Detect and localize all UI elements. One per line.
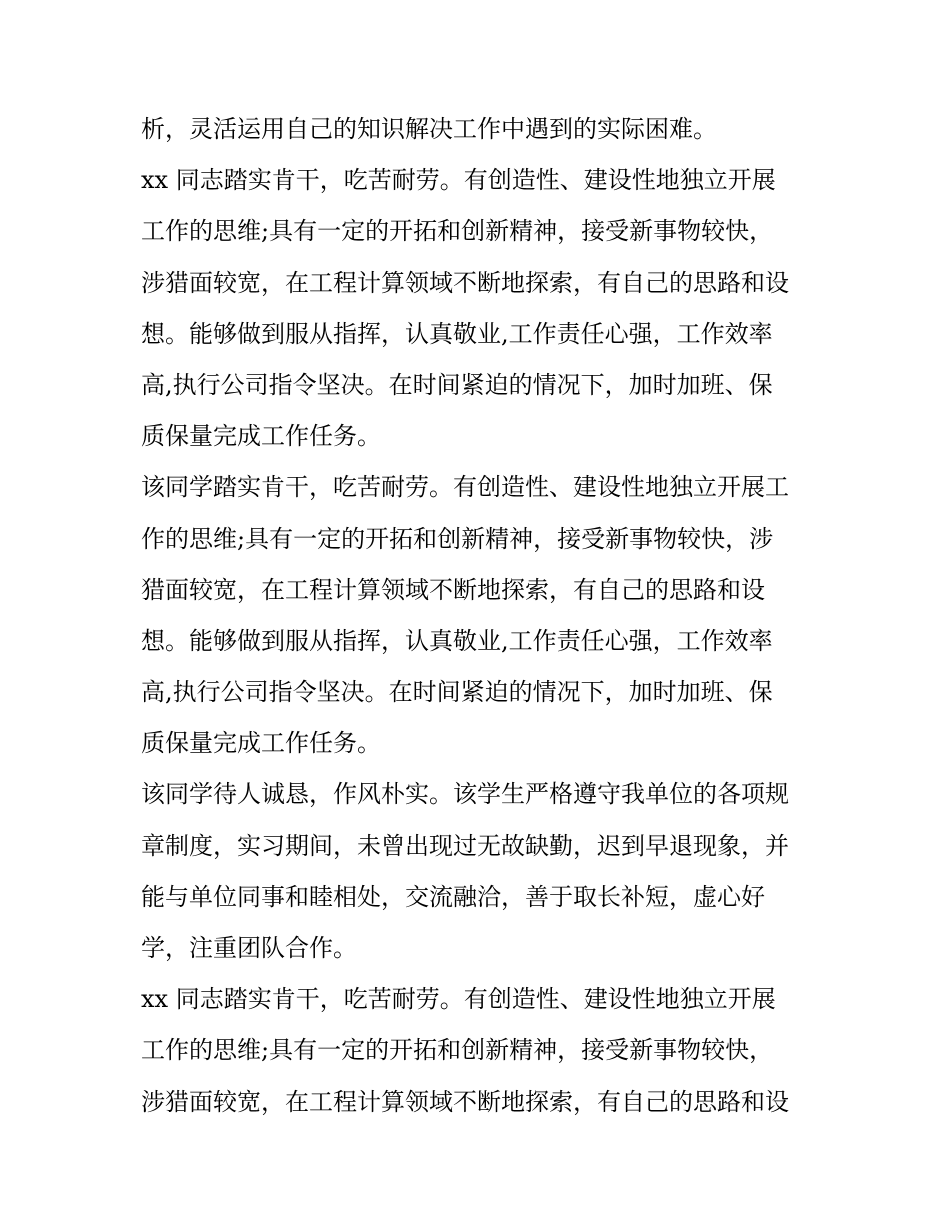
text-line: 质保量完成工作任务。 — [141, 422, 381, 451]
document-body — [141, 104, 821, 1128]
text-line: 学，注重团队合作。 — [141, 934, 357, 962]
text-line: xx 同志踏实肯干，吃苦耐劳。有创造性、建设性地独立开展 — [141, 166, 776, 195]
text-line: 析，灵活运用自己的知识解决工作中遇到的实际困难。 — [141, 115, 717, 143]
text-line: 工作的思维;具有一定的开拓和创新精神，接受新事物较快， — [141, 217, 774, 246]
text-line: 涉猎面较宽，在工程计算领域不断地探索，有自己的思路和设 — [141, 1087, 789, 1116]
text-line: 章制度，实习期间，未曾出现过无故缺勤，迟到早退现象，并 — [141, 831, 789, 860]
text-line: 质保量完成工作任务。 — [141, 729, 381, 758]
text-line: 猎面较宽，在工程计算领域不断地探索，有自己的思路和设 — [141, 575, 765, 604]
text-line: 作的思维;具有一定的开拓和创新精神，接受新事物较快，涉 — [141, 524, 774, 553]
text-line: 想。能够做到服从指挥，认真敬业,工作责任心强，工作效率 — [141, 319, 773, 348]
text-line: 高,执行公司指令坚决。在时间紧迫的情况下，加时加班、保 — [141, 370, 773, 399]
text-line: 高,执行公司指令坚决。在时间紧迫的情况下，加时加班、保 — [141, 678, 773, 707]
text-line: 该同学待人诚恳，作风朴实。该学生严格遵守我单位的各项规 — [141, 780, 789, 809]
text-line: 该同学踏实肯干，吃苦耐劳。有创造性、建设性地独立开展工 — [141, 473, 789, 502]
text-line: 涉猎面较宽，在工程计算领域不断地探索，有自己的思路和设 — [141, 268, 789, 297]
text-line: 能与单位同事和睦相处，交流融洽，善于取长补短，虚心好 — [141, 882, 765, 911]
text-line: 想。能够做到服从指挥，认真敬业,工作责任心强，工作效率 — [141, 626, 773, 655]
text-line: xx 同志踏实肯干，吃苦耐劳。有创造性、建设性地独立开展 — [141, 985, 776, 1014]
text-line: 工作的思维;具有一定的开拓和创新精神，接受新事物较快， — [141, 1036, 774, 1065]
